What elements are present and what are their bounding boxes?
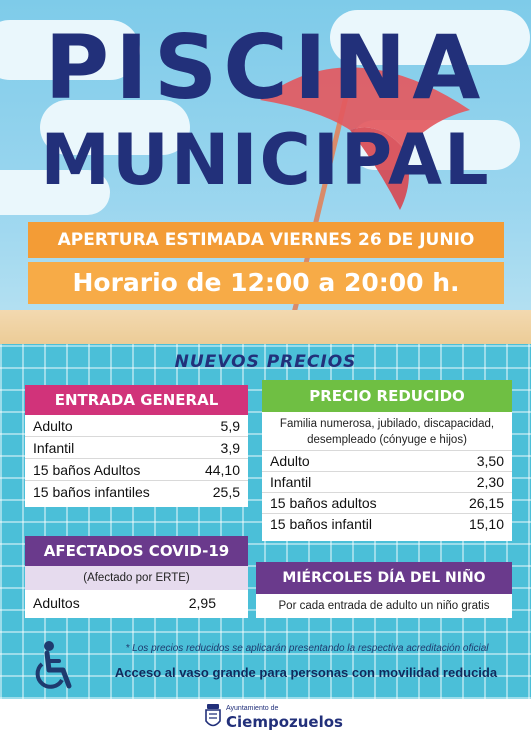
- logo-caption: Ayuntamiento de: [226, 705, 279, 712]
- price-label: 15 baños adultos: [270, 495, 377, 511]
- price-value: 15,10: [468, 516, 504, 532]
- price-row: [262, 472, 512, 493]
- hours-band: Horario de 12:00 a 20:00 h.: [28, 262, 504, 304]
- price-value: 2,30: [476, 474, 504, 490]
- town-seal-icon: [204, 704, 222, 730]
- general-header: ENTRADA GENERAL: [25, 385, 248, 415]
- wheelchair-icon: [32, 640, 76, 692]
- title-line-2: MUNICIPAL: [40, 119, 491, 201]
- price-row: [262, 451, 512, 472]
- kids-day-card: [256, 562, 512, 618]
- general-price-card: [25, 385, 248, 507]
- reduced-header: PRECIO REDUCIDO: [262, 380, 512, 412]
- footnote: * Los precios reducidos se aplicarán presentando la respectiva acreditación oficial: [125, 643, 489, 654]
- opening-band: APERTURA ESTIMADA VIERNES 26 DE JUNIO: [28, 222, 504, 258]
- kids-day-note: Por cada entrada de adulto un niño gratis: [278, 600, 490, 612]
- price-value: 3,50: [476, 453, 504, 469]
- price-value: 25,5: [212, 484, 240, 500]
- logo-name: Ciempozuelos: [226, 713, 343, 731]
- price-label: Adulto: [33, 418, 73, 434]
- price-label: Adultos: [33, 595, 80, 611]
- price-label: 15 baños infantil: [270, 516, 372, 532]
- price-value: 26,15: [468, 495, 504, 511]
- section-title: NUEVOS PRECIOS: [174, 352, 357, 372]
- accessibility-text: Acceso al vaso grande para personas con movilidad reducida: [114, 665, 498, 680]
- price-row: [25, 481, 248, 503]
- price-row: [262, 514, 512, 535]
- price-row: [25, 415, 248, 437]
- price-value: 3,9: [220, 440, 240, 456]
- price-label: Infantil: [270, 474, 312, 490]
- kids-day-header: MIÉRCOLES DÍA DEL NIÑO: [256, 562, 512, 594]
- price-value: 44,10: [204, 462, 240, 478]
- price-row: [25, 437, 248, 459]
- price-row: [262, 493, 512, 514]
- price-row: [25, 459, 248, 481]
- price-label: Adulto: [270, 453, 310, 469]
- price-label: Infantil: [33, 440, 75, 456]
- reduced-note: Familia numerosa, jubilado, discapacidad, desempleado (cónyuge e hijos): [262, 412, 512, 451]
- sand: [0, 310, 531, 344]
- covid-price-card: [25, 536, 248, 618]
- price-label: 15 baños infantiles: [33, 484, 150, 500]
- covid-header: AFECTADOS COVID-19: [25, 536, 248, 566]
- price-value: 2,95: [188, 595, 216, 611]
- price-row: [25, 590, 248, 616]
- covid-note: (Afectado por ERTE): [25, 566, 248, 590]
- reduced-price-card: [262, 380, 512, 541]
- price-label: 15 baños Adultos: [33, 462, 141, 478]
- title-line-1: PISCINA: [44, 16, 487, 119]
- price-value: 5,9: [220, 418, 240, 434]
